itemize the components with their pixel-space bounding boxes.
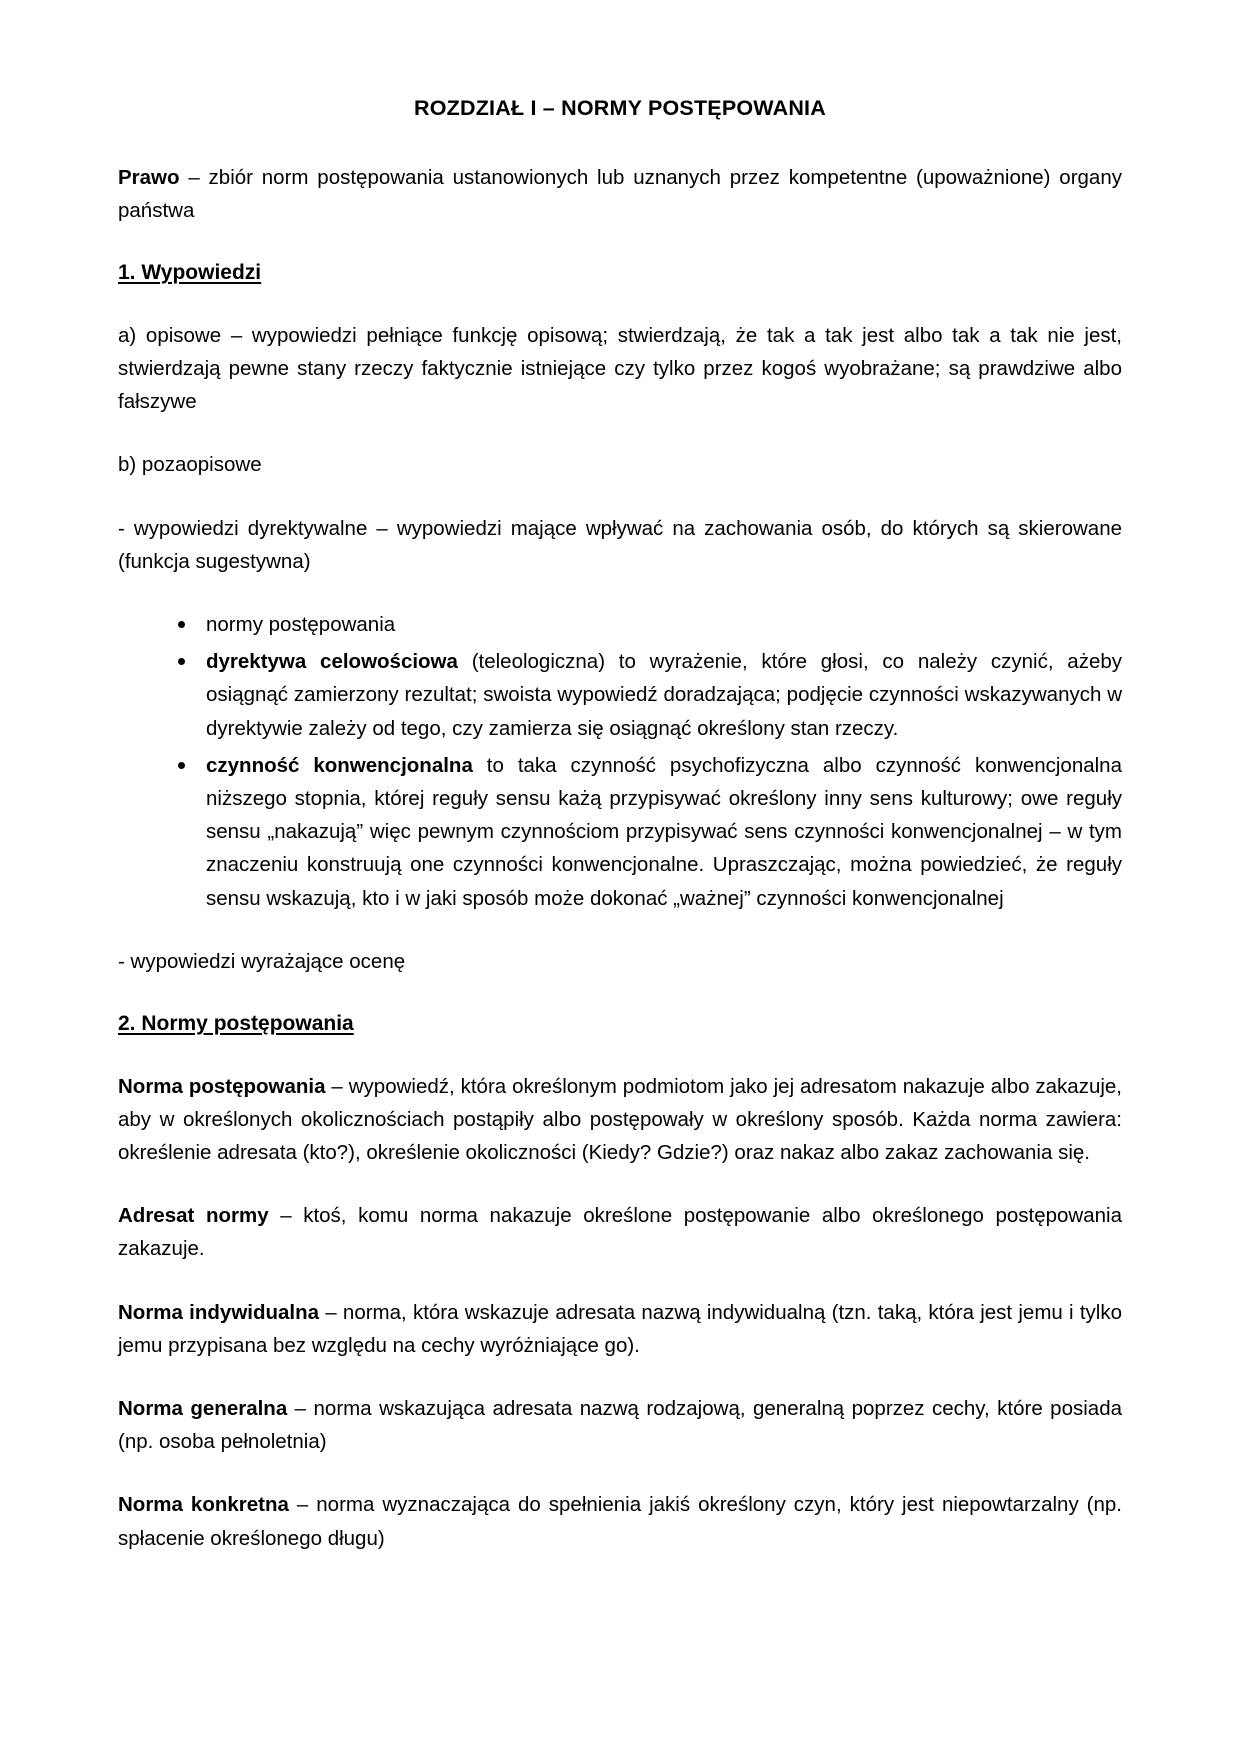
- definition-norma-indywidualna: [118, 1296, 1122, 1362]
- definition-term: Norma indywidualna: [118, 1300, 320, 1324]
- intro-text: – zbiór norm postępowania ustanowionych lub uznanych przez kompetentne (upoważnione) organy państwa: [118, 165, 1122, 223]
- directive-bullet-list: [118, 608, 1122, 915]
- definition-text: – ktoś, komu norma nakazuje określone postępowanie albo określonego postępowania zakazuje.: [118, 1204, 1122, 1261]
- section-1-paragraph-directives: - wypowiedzi dyrektywalne – wypowiedzi mające wpływać na zachowania osób, do których są skierowane (funkcja sugestywna): [118, 516, 1122, 573]
- bullet-text: normy postępowania: [206, 613, 396, 637]
- section-1-paragraph-b: b) pozaopisowe: [118, 453, 262, 477]
- definition-norma-postepowania: [118, 1070, 1122, 1170]
- intro-term: Prawo: [118, 165, 180, 189]
- definition-adresat-normy: [118, 1199, 1122, 1265]
- bullet-text: (teleologiczna) to wyrażenie, które głosi, co należy czynić, ażeby osiągnąć zamierzony rezultat; swoista wypowiedź doradzająca; podjęcie czynności wskazywanych w dyrektywie zależy od tego, czy zamierza się osiągnąć określony stan rzeczy.: [206, 650, 1123, 740]
- definition-norma-generalna: [118, 1392, 1122, 1458]
- section-heading-1: 1. Wypowiedzi: [118, 261, 262, 285]
- definition-term: Norma postępowania: [118, 1074, 326, 1098]
- definition-term: Norma generalna: [118, 1397, 288, 1421]
- definition-norma-konkretna: [118, 1488, 1122, 1554]
- bullet-term: dyrektywa celowościowa: [206, 650, 458, 674]
- section-1-paragraph-a: a) opisowe – wypowiedzi pełniące funkcję opisową; stwierdzają, że tak a tak jest albo tak a tak nie jest, stwierdzają pewne stany rzeczy faktycznie istniejące czy tylko przez kogoś wyobrażane; są prawdziwe albo fałszywe: [118, 323, 1122, 414]
- definition-term: Norma konkretna: [118, 1493, 289, 1517]
- bullet-term: czynność konwencjonalna: [206, 753, 473, 777]
- section-1-paragraph-evaluative: - wypowiedzi wyrażające ocenę: [118, 949, 406, 973]
- list-item: [176, 608, 1122, 641]
- section-heading-2: 2. Normy postępowania: [118, 1012, 354, 1036]
- definition-text: – wypowiedź, która określonym podmiotom jako jej adresatom nakazuje albo zakazuje, aby w określonych okolicznościach postąpiły albo postępowały w określony sposób. Każda norma zawiera: określenie adresata (kto?), określenie okoliczności (Kiedy? Gdzie?) oraz nakaz albo zakaz zachowania się.: [118, 1074, 1122, 1164]
- definition-term: Adresat normy: [118, 1204, 269, 1228]
- definition-text: – norma, która wskazuje adresata nazwą indywidualną (tzn. taką, która jest jemu i tylko jemu przypisana bez względu na cechy wyróżniające go).: [118, 1300, 1122, 1357]
- page-title: ROZDZIAŁ I – NORMY POSTĘPOWANIA: [414, 96, 826, 120]
- intro-paragraph: [118, 161, 1122, 227]
- list-item: [176, 749, 1122, 915]
- definition-text: – norma wyznaczająca do spełnienia jakiś określony czyn, który jest niepowtarzalny (np. spłacenie określonego długu): [118, 1493, 1123, 1550]
- definition-text: – norma wskazująca adresata nazwą rodzajową, generalną poprzez cechy, które posiada (np. osoba pełnoletnia): [118, 1397, 1122, 1454]
- list-item: [176, 645, 1122, 745]
- bullet-text: to taka czynność psychofizyczna albo czynność konwencjonalna niższego stopnia, której reguły sensu każą przypisywać określony inny sens kulturowy; owe reguły sensu „nakazują” więc pewnym czynnościom przypisywać sens czynności konwencjonalnej – w tym znaczeniu konstruują one czynności konwencjonalne. Upraszczając, można powiedzieć, że reguły sensu wskazują, kto i w jaki sposób może dokonać „ważnej” czynności konwencjonalnej: [206, 753, 1122, 910]
